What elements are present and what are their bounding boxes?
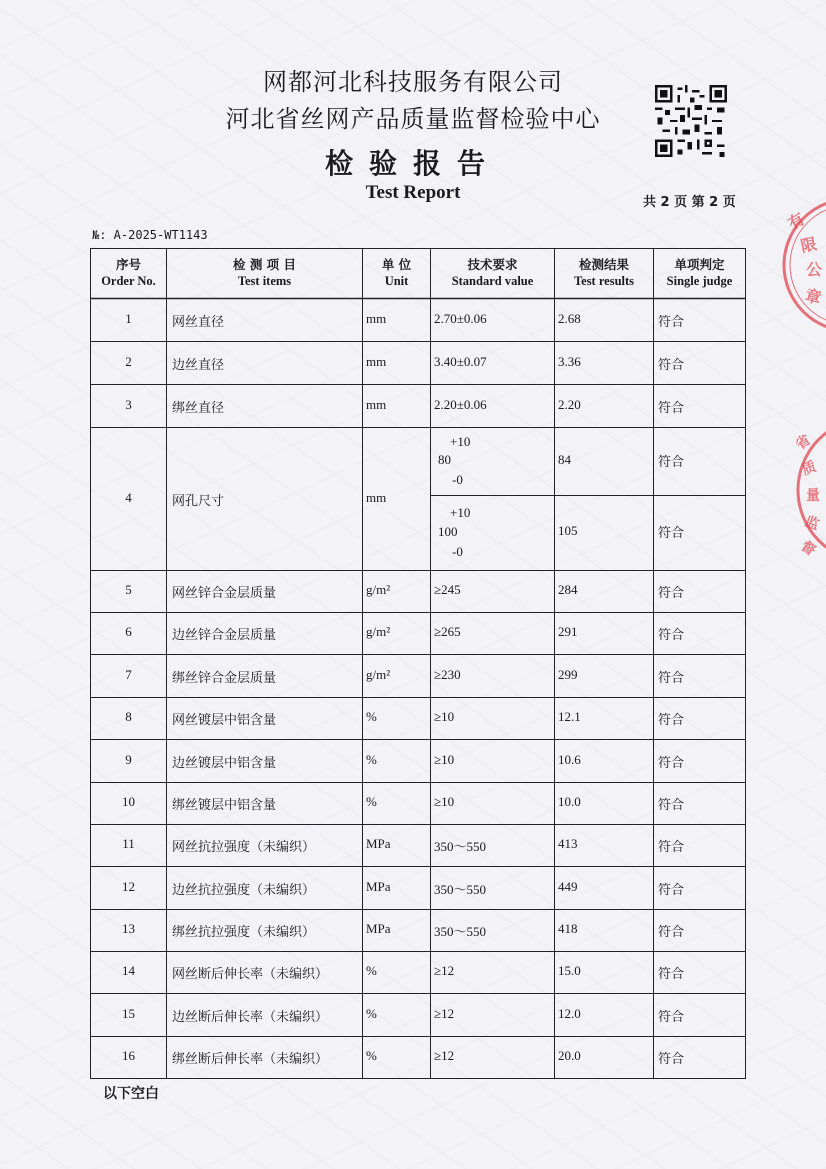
header-order-cn: 序号 <box>115 257 141 272</box>
row-6-no: 6 <box>125 624 132 639</box>
row-3-unit: mm <box>366 397 387 412</box>
row-9-judge: 符合 <box>658 756 685 771</box>
row-13-no: 13 <box>122 921 135 936</box>
row-13-judge: 符合 <box>658 925 685 940</box>
row-11-standard: 350～550 <box>434 839 487 854</box>
row-13-standard: 350～550 <box>434 924 487 939</box>
row-7-standard: ≥230 <box>434 667 461 682</box>
svg-text:监: 监 <box>802 513 822 534</box>
row-5-judge: 符合 <box>658 586 685 601</box>
row-1-no: 1 <box>125 311 132 326</box>
svg-text:督: 督 <box>797 538 819 560</box>
row-1-judge: 符合 <box>658 315 685 330</box>
row-9-standard: ≥10 <box>434 752 455 767</box>
row-12-no: 12 <box>122 879 135 894</box>
svg-text:省: 省 <box>793 432 814 454</box>
row-2-item: 边丝直径 <box>172 358 225 373</box>
header-order-en: Order No. <box>101 274 156 288</box>
header-judge-cn: 单项判定 <box>674 257 725 272</box>
row-8-result: 12.1 <box>558 709 581 724</box>
row-11-judge: 符合 <box>658 840 685 855</box>
row-15-result: 12.0 <box>558 1006 581 1021</box>
row-7-unit: g/m² <box>366 667 391 682</box>
row-4a-judge: 符合 <box>658 455 685 470</box>
row-4b-judge: 符合 <box>658 526 685 541</box>
row-8-judge: 符合 <box>658 713 685 728</box>
row-5-no: 5 <box>125 582 132 597</box>
row-14-judge: 符合 <box>658 967 685 982</box>
row-12-standard: 350～550 <box>434 882 487 897</box>
header-unit-cn: 单 位 <box>381 257 412 272</box>
header-standard-en: Standard value <box>451 274 534 288</box>
header-unit <box>363 256 430 290</box>
row-13-unit: MPa <box>366 921 391 936</box>
inspection-center-name: 河北省丝网产品质量监督检验中心 <box>225 105 601 133</box>
row-15-item: 边丝断后伸长率（未编织） <box>172 1010 329 1025</box>
row-4b-tol-plus: +10 <box>450 505 471 520</box>
row-3-standard: 2.20±0.06 <box>434 397 487 412</box>
row-1-item: 网丝直径 <box>172 315 225 330</box>
row-14-standard: ≥12 <box>434 963 455 978</box>
row-16-unit: % <box>366 1048 377 1063</box>
row-2-judge: 符合 <box>658 358 685 373</box>
svg-text:有: 有 <box>784 209 808 234</box>
header-order <box>91 256 166 290</box>
row-4-unit: mm <box>366 490 387 505</box>
row-9-result: 10.6 <box>558 752 581 767</box>
row-16-no: 16 <box>122 1048 135 1063</box>
row-13-item: 绑丝抗拉强度（未编织） <box>172 925 316 940</box>
inspection-seal-stamp <box>790 410 826 570</box>
organization-name: 网都河北科技服务有限公司 <box>263 68 563 96</box>
row-7-no: 7 <box>125 667 132 682</box>
header-item-en: Test items <box>237 274 292 288</box>
row-9-item: 边丝镀层中铝含量 <box>172 756 277 771</box>
header-standard-cn: 技术要求 <box>467 257 518 272</box>
page-counter: 共 2 页 第 2 页 <box>643 195 736 210</box>
row-5-standard: ≥245 <box>434 582 461 597</box>
row-10-standard: ≥10 <box>434 794 455 809</box>
row-2-no: 2 <box>125 354 132 369</box>
report-title-en: Test Report <box>365 182 461 203</box>
row-1-standard: 2.70±0.06 <box>434 311 487 326</box>
svg-text:量: 量 <box>806 488 820 504</box>
row-5-result: 284 <box>558 582 578 597</box>
row-10-no: 10 <box>122 794 135 809</box>
row-4a-result: 84 <box>558 452 571 467</box>
row-16-judge: 符合 <box>658 1052 685 1067</box>
row-4-item: 网孔尺寸 <box>172 494 225 509</box>
row-13-result: 418 <box>558 921 578 936</box>
row-5-item: 网丝锌合金层质量 <box>172 586 277 601</box>
row-8-no: 8 <box>125 709 132 724</box>
row-10-judge: 符合 <box>658 798 685 813</box>
row-7-judge: 符合 <box>658 671 685 686</box>
row-15-no: 15 <box>122 1006 135 1021</box>
row-3-result: 2.20 <box>558 397 581 412</box>
header-judge-en: Single judge <box>666 274 733 288</box>
row-4a-tol-minus: -0 <box>452 472 463 487</box>
row-4b-tol-minus: -0 <box>452 544 463 559</box>
row-15-judge: 符合 <box>658 1010 685 1025</box>
row-12-judge: 符合 <box>658 883 685 898</box>
row-4-no: 4 <box>125 490 132 505</box>
row-11-no: 11 <box>122 836 135 851</box>
row-3-item: 绑丝直径 <box>172 401 225 416</box>
row-11-item: 网丝抗拉强度（未编织） <box>172 840 316 855</box>
header-result <box>555 256 653 290</box>
svg-text:章: 章 <box>802 285 824 309</box>
header-judge <box>654 256 745 290</box>
row-16-standard: ≥12 <box>434 1048 455 1063</box>
svg-text:限: 限 <box>798 233 819 256</box>
row-12-unit: MPa <box>366 879 391 894</box>
row-7-item: 绑丝锌合金层质量 <box>172 671 277 686</box>
row-16-result: 20.0 <box>558 1048 581 1063</box>
report-number: №: A-2025-WT1143 <box>92 228 208 242</box>
row-10-item: 绑丝镀层中铝含量 <box>172 798 277 813</box>
row-5-unit: g/m² <box>366 582 391 597</box>
row-14-result: 15.0 <box>558 963 581 978</box>
row-2-unit: mm <box>366 354 387 369</box>
row-16-item: 绑丝断后伸长率（未编织） <box>172 1052 329 1067</box>
row-14-unit: % <box>366 963 377 978</box>
header-item-cn: 检 测 项 目 <box>232 257 297 272</box>
row-12-result: 449 <box>558 879 578 894</box>
official-seal-stamp <box>770 190 826 340</box>
row-4b-nominal: 100 <box>438 524 458 539</box>
row-7-result: 299 <box>558 667 578 682</box>
row-9-no: 9 <box>125 752 132 767</box>
row-8-standard: ≥10 <box>434 709 455 724</box>
row-9-unit: % <box>366 752 377 767</box>
row-10-unit: % <box>366 794 377 809</box>
blank-below-note: 以下空白 <box>103 1086 159 1102</box>
row-6-unit: g/m² <box>366 624 391 639</box>
row-11-result: 413 <box>558 836 578 851</box>
row-1-unit: mm <box>366 311 387 326</box>
row-12-item: 边丝抗拉强度（未编织） <box>172 883 316 898</box>
row-2-standard: 3.40±0.07 <box>434 354 487 369</box>
row-14-item: 网丝断后伸长率（未编织） <box>172 967 329 982</box>
row-2-result: 3.36 <box>558 354 581 369</box>
svg-text:质: 质 <box>799 458 819 479</box>
row-1-result: 2.68 <box>558 311 581 326</box>
row-6-result: 291 <box>558 624 578 639</box>
header-item <box>167 256 362 290</box>
row-15-standard: ≥12 <box>434 1006 455 1021</box>
row-4a-tol-plus: +10 <box>450 434 471 449</box>
row-8-unit: % <box>366 709 377 724</box>
svg-text:公: 公 <box>806 260 823 279</box>
header-result-cn: 检测结果 <box>578 257 629 272</box>
row-15-unit: % <box>366 1006 377 1021</box>
row-4a-nominal: 80 <box>438 452 451 467</box>
report-title-cn: 检验报告 <box>324 147 501 180</box>
row-3-judge: 符合 <box>658 401 685 416</box>
row-8-item: 网丝镀层中铝含量 <box>172 713 277 728</box>
header-standard <box>431 256 554 290</box>
row-4b-result: 105 <box>558 523 578 538</box>
row-10-result: 10.0 <box>558 794 581 809</box>
header-result-en: Test results <box>573 274 635 288</box>
row-6-item: 边丝锌合金层质量 <box>172 628 277 643</box>
row-3-no: 3 <box>125 397 132 412</box>
header-unit-en: Unit <box>384 274 409 288</box>
row-14-no: 14 <box>122 963 135 978</box>
row-6-judge: 符合 <box>658 628 685 643</box>
row-11-unit: MPa <box>366 836 391 851</box>
row-6-standard: ≥265 <box>434 624 461 639</box>
